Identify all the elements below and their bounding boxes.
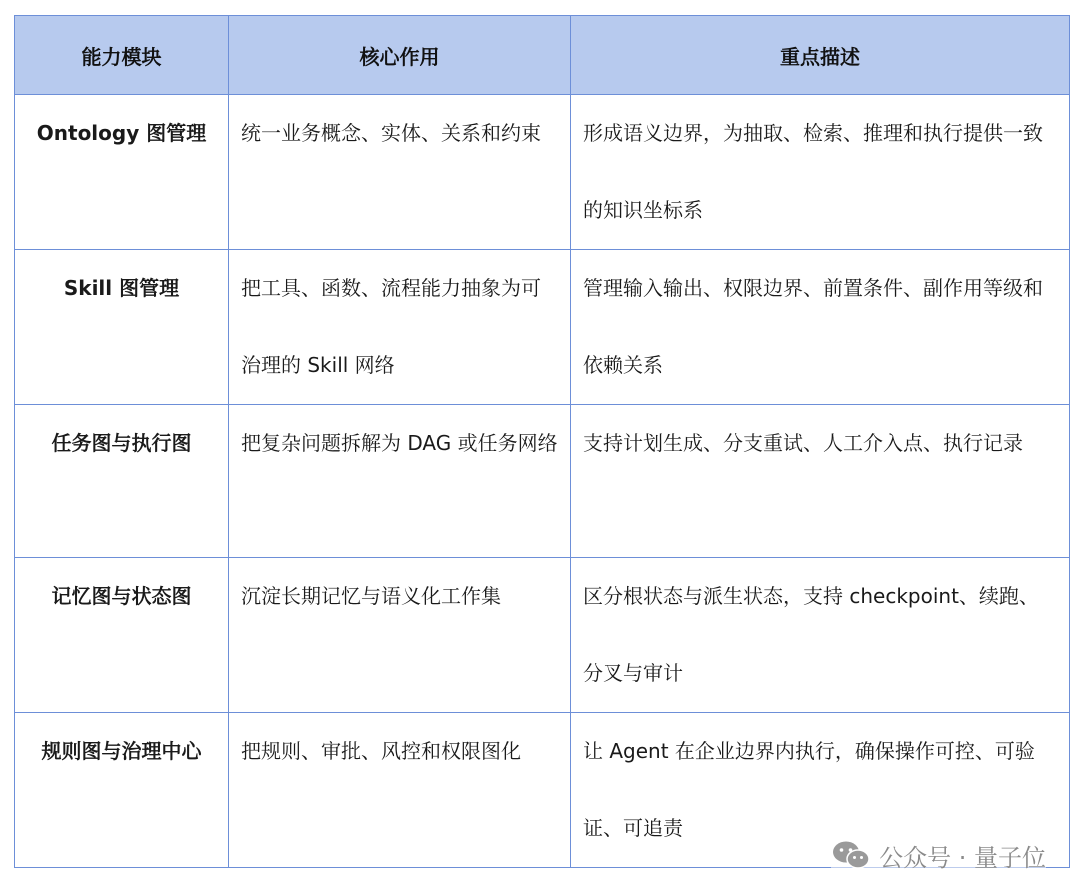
description-cell xyxy=(571,405,1070,558)
description-text: 形成语义边界，为抽取、检索、推理和执行提供一致的知识坐标系 xyxy=(583,121,1043,222)
header-module: 能力模块 xyxy=(15,16,229,95)
description-text: 支持计划生成、分支重试、人工介入点、执行记录 xyxy=(583,431,1023,455)
role-cell xyxy=(229,95,571,250)
description-cell xyxy=(571,558,1070,713)
capability-table xyxy=(14,15,1070,868)
module-cell xyxy=(15,713,229,868)
module-cell xyxy=(15,405,229,558)
role-cell xyxy=(229,558,571,713)
header-role: 核心作用 xyxy=(229,16,571,95)
role-text: 把规则、审批、风控和权限图化 xyxy=(241,739,521,763)
role-text: 统一业务概念、实体、关系和约束 xyxy=(241,121,541,145)
wechat-icon xyxy=(831,839,871,871)
capability-table-container xyxy=(14,15,1069,868)
role-text: 把复杂问题拆解为 DAG 或任务网络 xyxy=(241,431,558,455)
table-header-row xyxy=(15,16,1070,95)
description-text: 区分根状态与派生状态，支持 checkpoint、续跑、分叉与审计 xyxy=(583,584,1039,685)
module-name: 记忆图与状态图 xyxy=(51,584,192,608)
table-row xyxy=(15,250,1070,405)
watermark-text: 公众号 · 量子位 xyxy=(879,843,1046,872)
role-cell xyxy=(229,405,571,558)
table-row xyxy=(15,405,1070,558)
module-cell xyxy=(15,558,229,713)
table-row xyxy=(15,558,1070,713)
role-text: 沉淀长期记忆与语义化工作集 xyxy=(241,584,501,608)
role-cell xyxy=(229,250,571,405)
description-text: 让 Agent 在企业边界内执行，确保操作可控、可验证、可追责 xyxy=(583,739,1035,840)
description-cell xyxy=(571,95,1070,250)
header-description: 重点描述 xyxy=(571,16,1070,95)
watermark xyxy=(831,839,1046,871)
module-name: 任务图与执行图 xyxy=(51,431,192,455)
role-text: 把工具、函数、流程能力抽象为可治理的 Skill 网络 xyxy=(241,276,541,377)
module-name: Skill 图管理 xyxy=(63,276,180,300)
description-text: 管理输入输出、权限边界、前置条件、副作用等级和依赖关系 xyxy=(583,276,1043,377)
module-cell xyxy=(15,95,229,250)
table-row xyxy=(15,95,1070,250)
description-cell xyxy=(571,250,1070,405)
role-cell xyxy=(229,713,571,868)
module-name: 规则图与治理中心 xyxy=(41,739,202,763)
module-name: Ontology 图管理 xyxy=(36,121,207,145)
module-cell xyxy=(15,250,229,405)
